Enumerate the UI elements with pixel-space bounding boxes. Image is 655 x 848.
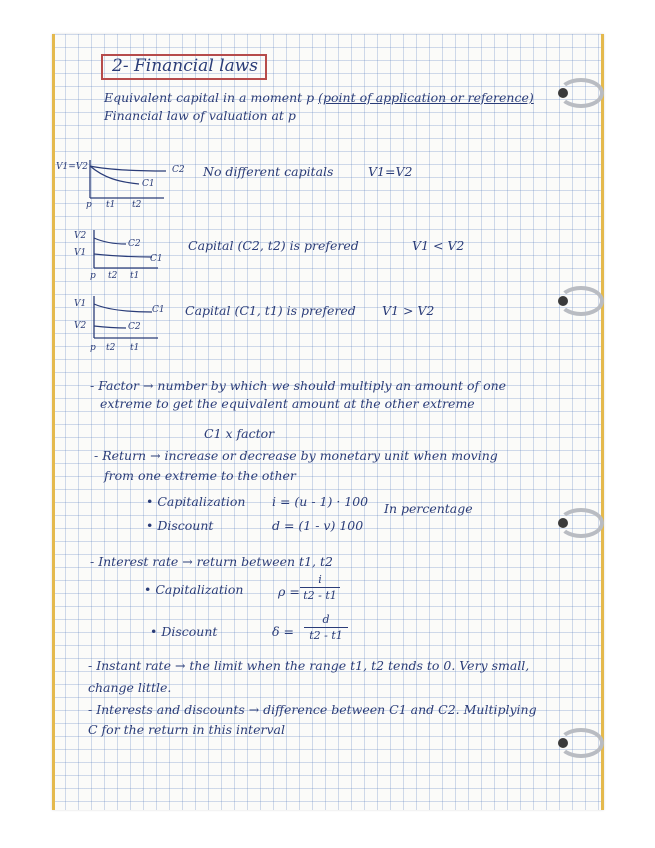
factor-formula: C1 x factor [204,426,275,441]
page-left-edge [52,34,55,810]
page-title: 2- Financial laws [112,56,259,76]
return-cap-formula: i = (u - 1) · 100 [272,494,369,509]
graph-2-curve-c1: C1 [150,254,163,264]
interests-line-2: C for the return in this interval [88,722,285,737]
instant-rate-line-1: - Instant rate → the limit when the range t1, t2 tends to 0. Very small, [88,658,530,673]
interest-rate-disc-lhs: δ = [272,624,294,639]
fraction-denominator: t2 - t1 [304,627,348,641]
binder-ring-icon [558,728,604,758]
intro-line-1 [104,92,534,105]
graph-2-curve-c2: C2 [128,239,141,249]
graph-2-relation: V1 < V2 [412,238,465,253]
binder-ring-icon [558,508,604,538]
graph-1-curve-c1: C1 [142,179,155,189]
graph-3-v1-label: V1 [74,299,87,309]
binder-ring-icon [558,78,604,108]
binder-ring-icon [558,286,604,316]
factor-line-1: - Factor → number by which we should multiply an amount of one [90,378,507,393]
graph-3-caption: Capital (C1, t1) is prefered [185,303,356,318]
graph-2-x-t1: t1 [130,271,140,281]
graph-1-v-label: V1=V2 [56,162,88,172]
fraction-numerator: i [318,573,322,586]
interest-rate-line: - Interest rate → return between t1, t2 [90,554,333,569]
interest-rate-disc-label: • Discount [150,624,218,639]
graph-2-v1-label: V1 [74,248,87,258]
graph-1-x-t1: t1 [106,200,116,210]
page-right-edge [601,34,604,810]
return-disc-label: • Discount [146,518,214,533]
graph-3-curve-c2: C2 [128,322,141,332]
graph-2-x-t2: t2 [108,271,118,281]
return-line-1: - Return → increase or decrease by monetary unit when moving [94,448,498,463]
graph-1-curve-c2: C2 [172,165,185,175]
graph-3-x-t1: t1 [130,343,140,353]
fraction-denominator: t2 - t1 [300,587,340,601]
intro-text: Equivalent capital in a moment p [104,90,315,105]
interests-line-1: - Interests and discounts → difference between C1 and C2. Multiplying [88,702,537,717]
graph-1-relation: V1=V2 [368,164,413,179]
graph-3-relation: V1 > V2 [382,303,435,318]
intro-line-2: Financial law of valuation at p [104,108,296,123]
graph-1-x-t2: t2 [132,200,142,210]
graph-3-x-p: p [90,343,96,353]
return-cap-label: • Capitalization [146,494,246,509]
return-disc-formula: d = (1 - v) 100 [272,518,364,533]
graph-2-v2-label: V2 [74,231,87,241]
intro-underlined-note: (point of application or reference) [318,90,534,105]
graph-1-x-p: p [86,200,92,210]
graph-3-curve-c1: C1 [152,305,165,315]
interest-rate-cap-fraction [300,574,340,601]
graph-3-v2-label: V2 [74,321,87,331]
instant-rate-line-2: change little. [88,680,172,695]
factor-line-2: extreme to get the equivalent amount at the other extreme [100,396,475,411]
graph-2-caption: Capital (C2, t2) is prefered [188,238,359,253]
return-note: In percentage [384,501,473,516]
return-line-2: from one extreme to the other [104,468,296,483]
graph-2-x-p: p [90,271,96,281]
interest-rate-disc-fraction [304,614,348,641]
fraction-numerator: d [322,613,330,626]
graph-1-sketch [84,160,174,208]
graph-1-caption: No different capitals [203,164,334,179]
interest-rate-cap-label: • Capitalization [144,582,244,597]
interest-rate-cap-lhs: ρ = [278,584,300,599]
graph-3-x-t2: t2 [106,343,116,353]
